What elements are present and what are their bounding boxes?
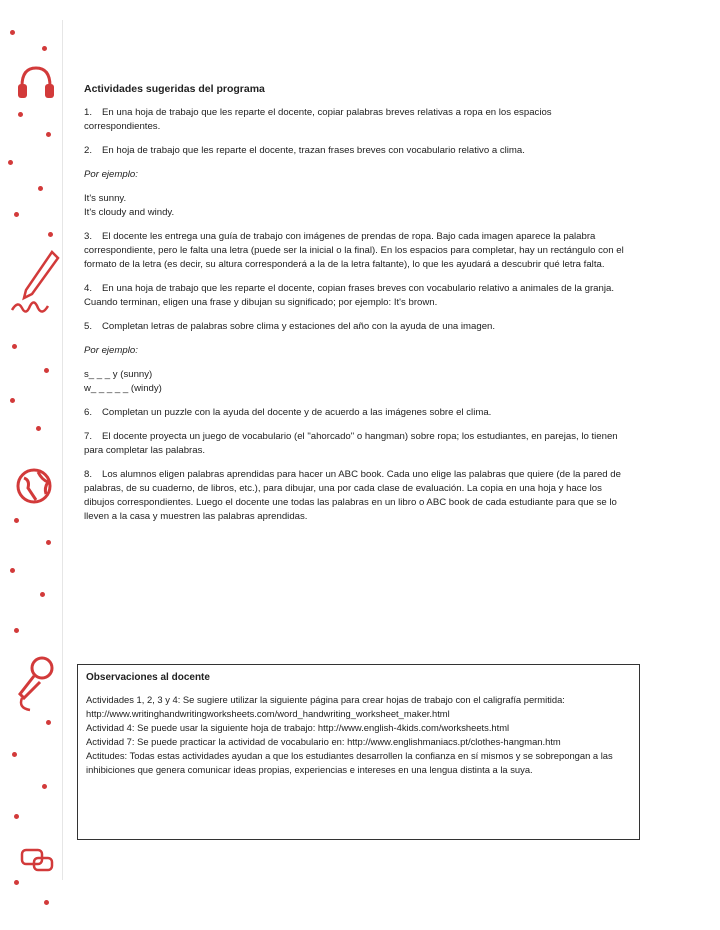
decor-dot <box>44 368 49 373</box>
globe-icon <box>14 466 54 506</box>
microphone-icon <box>14 654 58 714</box>
activity-item <box>84 144 629 158</box>
example-label: Por ejemplo: <box>84 169 138 180</box>
example-lines <box>84 368 629 396</box>
activity-item <box>84 282 629 310</box>
teacher-observations-box <box>77 664 640 840</box>
decor-dot <box>14 880 19 885</box>
decor-dot <box>14 212 19 217</box>
activity-text: En una hoja de trabajo que les reparte el docente, copian frases breves con vocabulario relativo a animales de la granja. Cuando terminan, eligen una frase y dibujan su significado; por ejemplo: It's brown. <box>84 283 614 308</box>
activity-item <box>84 106 629 134</box>
activity-item <box>84 320 629 334</box>
activity-number: 1. <box>84 107 93 118</box>
decor-dot <box>44 900 49 905</box>
speech-bubbles-icon <box>20 846 56 876</box>
activity-number: 6. <box>84 407 93 418</box>
decor-dot <box>14 518 19 523</box>
example-label: Por ejemplo: <box>84 345 138 356</box>
activity-number: 3. <box>84 231 93 242</box>
example-lines <box>84 192 629 220</box>
decor-dot <box>12 752 17 757</box>
activity-number: 7. <box>84 431 93 442</box>
example-line: w_ _ _ _ _ (windy) <box>84 383 162 394</box>
page-edge-line <box>62 20 63 880</box>
decor-dot <box>14 814 19 819</box>
decor-dot <box>18 112 23 117</box>
decorative-margin <box>0 0 70 930</box>
decor-dot <box>36 426 41 431</box>
example-line: s_ _ _ y (sunny) <box>84 369 153 380</box>
activity-number: 8. <box>84 469 93 480</box>
activity-text: Los alumnos eligen palabras aprendidas para hacer un ABC book. Cada uno elige las palabras que quiere (de la pared de palabras, de su cuaderno, de libros, etc.), para dibujar, una por cada clase de evaluación. La copia en una hoja y hace los dibujos correspondientes. Luego el docente une todas las palabras en un libro o ABC book de cada estudiante para que se lo lleven a la casa y muestren las palabras aprendidas. <box>84 469 621 522</box>
activity-text: En una hoja de trabajo que les reparte el docente, copiar palabras breves relativas a ropa en los espacios correspondientes. <box>84 107 552 132</box>
decor-dot <box>42 46 47 51</box>
decor-dot <box>42 784 47 789</box>
activity-item <box>84 430 629 458</box>
activity-number: 2. <box>84 145 93 156</box>
activity-text: El docente les entrega una guía de trabajo con imágenes de prendas de ropa. Bajo cada imagen aparece la palabra correspondiente, pero le falta una letra (puede ser la inicial o la final). En los espacios para completar, hay un rectángulo con el formato de la letra (es decir, su altura corresponderá a la de la letra faltante), lo que les ayudará a descubrir qué letra falta. <box>84 231 624 270</box>
activity-text: Completan letras de palabras sobre clima y estaciones del año con la ayuda de una imagen. <box>102 321 496 332</box>
observation-paragraph: Actividades 1, 2, 3 y 4: Se sugiere utilizar la siguiente página para crear hojas de trabajo con el caligrafía permitida: http://www.writinghandwritingworksheets.com/word_handwriting_worksheet_maker.html <box>86 694 565 719</box>
activity-text: El docente proyecta un juego de vocabulario (el "ahorcado" o hangman) sobre ropa; los estudiantes, en parejas, lo tienen para completar las palabras. <box>84 431 618 456</box>
decor-dot <box>48 232 53 237</box>
decor-dot <box>46 132 51 137</box>
decor-dot <box>10 568 15 573</box>
decor-dot <box>12 344 17 349</box>
observation-paragraph: Actividad 7: Se puede practicar la actividad de vocabulario en: http://www.englishmaniacs.pt/clothes-hangman.htm <box>86 736 561 747</box>
headphones-icon <box>14 60 58 104</box>
activity-text: En hoja de trabajo que les reparte el docente, trazan frases breves con vocabulario relativo a clima. <box>102 145 525 156</box>
example-line: It's sunny. <box>84 193 127 204</box>
activity-number: 4. <box>84 283 93 294</box>
observations-title: Observaciones al docente <box>86 672 210 683</box>
activity-number: 5. <box>84 321 93 332</box>
decor-dot <box>10 398 15 403</box>
document-body <box>84 82 629 534</box>
decor-dot <box>38 186 43 191</box>
activity-item <box>84 230 629 272</box>
decor-dot <box>10 30 15 35</box>
activity-item <box>84 468 629 524</box>
observation-paragraph: Actitudes: Todas estas actividades ayudan a que los estudiantes desarrollen la confianza en sí mismos y se sobrepongan a las inhibiciones que genera comunicar ideas propias, experiencias e intereses en una lengua distinta a la suya. <box>86 750 613 775</box>
example-line: It's cloudy and windy. <box>84 207 175 218</box>
activity-text: Completan un puzzle con la ayuda del docente y de acuerdo a las imágenes sobre el clima. <box>102 407 492 418</box>
section-title: Actividades sugeridas del programa <box>84 83 265 95</box>
observation-paragraph: Actividad 4: Se puede usar la siguiente hoja de trabajo: http://www.english-4kids.com/worksheets.html <box>86 722 510 733</box>
pencil-writing-icon <box>8 248 62 320</box>
decor-dot <box>40 592 45 597</box>
decor-dot <box>46 720 51 725</box>
decor-dot <box>46 540 51 545</box>
activity-item <box>84 406 629 420</box>
decor-dot <box>14 628 19 633</box>
decor-dot <box>8 160 13 165</box>
